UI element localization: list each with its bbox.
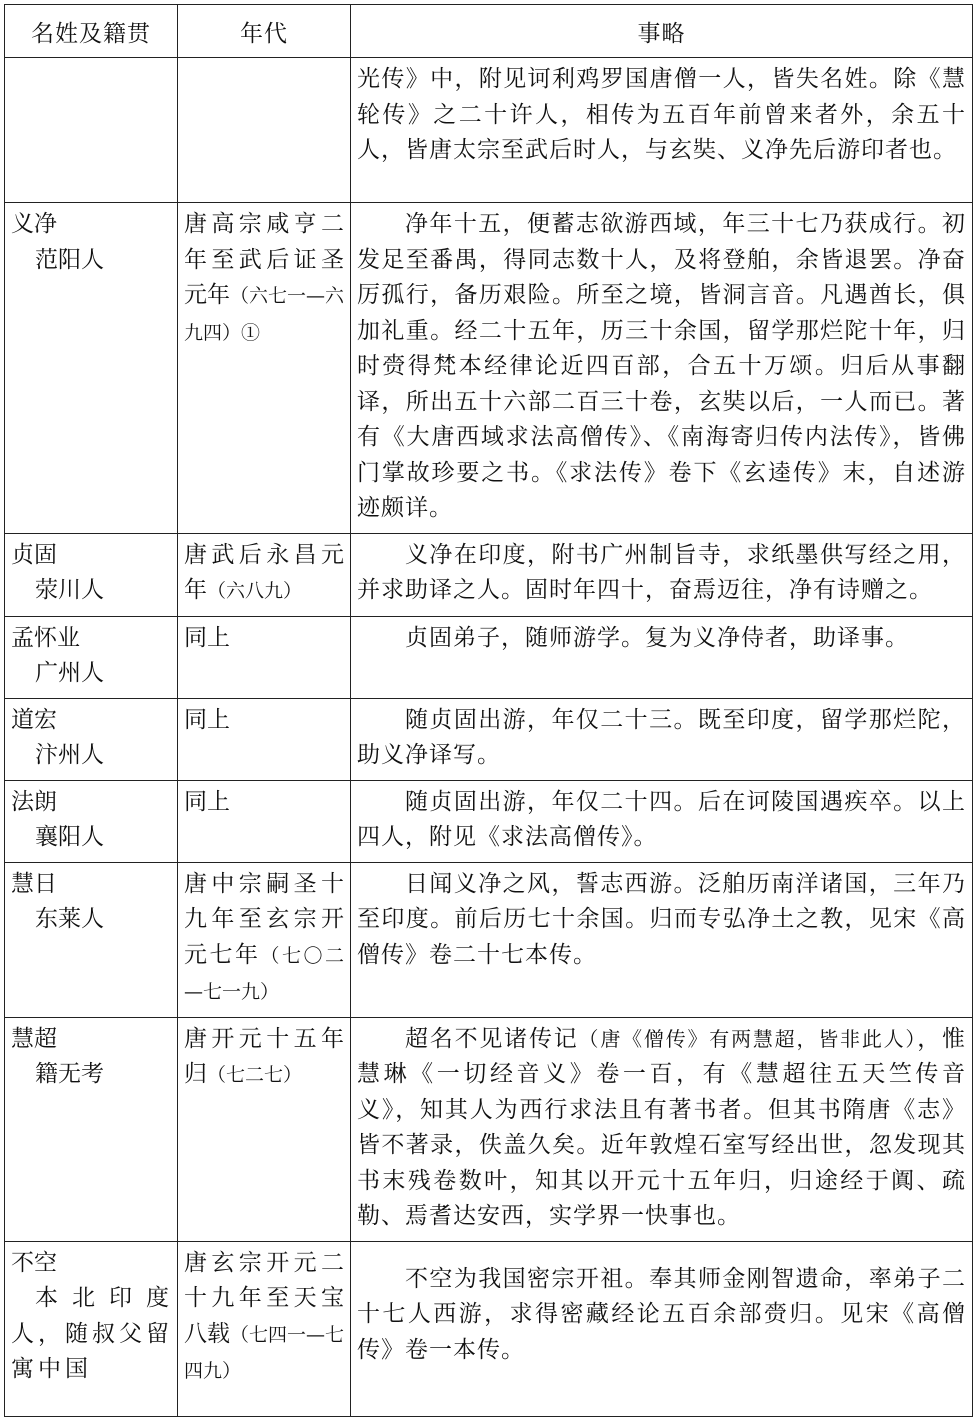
description-cell xyxy=(351,58,973,203)
era-cell xyxy=(178,203,351,534)
monk-name: 不空 xyxy=(11,1249,57,1276)
name-cell xyxy=(5,1017,178,1241)
era-text: 唐高宗咸亨二年至武后证圣元年 xyxy=(184,211,344,308)
table-row xyxy=(5,1017,973,1241)
era-text: 同上 xyxy=(184,624,230,651)
name-cell xyxy=(5,58,178,203)
monk-origin: 东莱人 xyxy=(35,906,104,932)
monk-origin: 籍无考 xyxy=(35,1061,104,1087)
table-row xyxy=(5,1241,973,1416)
era-cell xyxy=(178,1241,351,1416)
description-cell xyxy=(351,698,973,780)
page xyxy=(4,4,972,1417)
description-cell xyxy=(351,533,973,616)
era-years: （七四一—七四九） xyxy=(184,1323,345,1382)
table-row xyxy=(5,533,973,616)
monks-table xyxy=(4,4,973,1417)
name-cell xyxy=(5,698,178,780)
description-lead: 超名不见诸传记 xyxy=(405,1025,579,1052)
era-cell xyxy=(178,1017,351,1241)
era-cell xyxy=(178,862,351,1017)
name-cell xyxy=(5,533,178,616)
description-text: 不空为我国密宗开祖。奉其师金刚智遗命，率弟子二十七人西游，求得密藏经论五百余部赍归。见宋《高僧传》卷一本传。 xyxy=(357,1265,966,1363)
description-text: 随贞固出游，年仅二十四。后在诃陵国遇疾卒。以上四人，附见《求法高僧传》。 xyxy=(357,788,966,850)
monk-name: 义净 xyxy=(11,211,57,237)
description-cell xyxy=(351,1241,973,1416)
name-cell xyxy=(5,780,178,862)
table-row xyxy=(5,780,973,862)
monk-origin: 襄阳人 xyxy=(35,824,104,850)
name-cell xyxy=(5,862,178,1017)
header-era: 年代 xyxy=(178,5,351,58)
monk-origin: 本北印度人，随叔父留寓中国 xyxy=(11,1285,173,1382)
description-text: 贞固弟子，随师游学。复为义净侍者，助译事。 xyxy=(405,624,909,651)
era-text: 唐武后永昌元年 xyxy=(184,541,344,603)
era-text: 唐玄宗开元二十九年至天宝八载 xyxy=(184,1249,344,1347)
description-text: 日闻义净之风，誓志西游。泛舶历南洋诸国，三年乃至印度。前后历七十余国。归而专弘净土之教，见宋《高僧传》卷二十七本传。 xyxy=(357,870,966,968)
table-row xyxy=(5,698,973,780)
table-row xyxy=(5,862,973,1017)
era-cell xyxy=(178,533,351,616)
era-cell xyxy=(178,58,351,203)
header-name-origin: 名姓及籍贯 xyxy=(5,5,178,58)
description-text: 光传》中，附见诃利鸡罗国唐僧一人，皆失名姓。除《慧轮传》之二十许人，相传为五百年前曾来者外，余五十人，皆唐太宗至武后时人，与玄奘、义净先后游印者也。 xyxy=(357,66,966,163)
monk-name: 法朗 xyxy=(11,788,57,815)
era-years: （七二七） xyxy=(207,1064,303,1086)
description-cell xyxy=(351,780,973,862)
table-row xyxy=(5,203,973,534)
header-summary: 事略 xyxy=(351,5,973,58)
era-cell xyxy=(178,616,351,698)
era-years: （七〇二—七一九） xyxy=(184,944,344,1003)
era-years: （六八九） xyxy=(207,580,303,602)
era-years: （六七一—六九四）① xyxy=(184,285,345,344)
table-row xyxy=(5,616,973,698)
description-cell xyxy=(351,1017,973,1241)
monk-origin: 荥川人 xyxy=(35,577,104,603)
description-cell xyxy=(351,616,973,698)
name-cell xyxy=(5,616,178,698)
name-cell xyxy=(5,203,178,534)
description-text: 净年十五，便蓄志欲游西域，年三十七乃获成行。初发足至番禺，得同志数十人，及将登舶，余皆退罢。净奋厉孤行，备历艰险。所至之境，皆洞言音。凡遇酋长，俱加礼重。经二十五年，历三十余国，留学那烂陀十年，归时赍得梵本经律论近四百部，合五十万颂。归后从事翻译，所出五十六部二百三十卷，玄奘以后，一人而已。著有《大唐西域求法高僧传》、《南海寄归传内法传》，皆佛门掌故珍要之书。《求法传》卷下《玄逵传》末，自述游迹颇详。 xyxy=(357,211,966,521)
monk-origin: 广州人 xyxy=(35,660,104,686)
description-cell xyxy=(351,203,973,534)
name-cell xyxy=(5,1241,178,1416)
era-cell xyxy=(178,698,351,780)
era-text: 同上 xyxy=(184,788,230,815)
era-text: 唐开元十五年归 xyxy=(184,1025,344,1087)
table-row xyxy=(5,58,973,203)
era-text: 同上 xyxy=(184,706,230,733)
monk-name: 贞固 xyxy=(11,541,57,568)
description-cell xyxy=(351,862,973,1017)
monk-name: 孟怀业 xyxy=(11,624,80,651)
description-text: 随贞固出游，年仅二十三。既至印度，留学那烂陀，助义净译写。 xyxy=(357,706,966,768)
monk-origin: 范阳人 xyxy=(35,246,104,273)
era-cell xyxy=(178,780,351,862)
monk-name: 道宏 xyxy=(11,706,57,733)
monk-name: 慧日 xyxy=(11,870,57,897)
monk-origin: 汴州人 xyxy=(35,742,104,768)
description-text: ，惟慧琳《一切经音义》卷一百，有《慧超往五天竺传音义》，知其人为西行求法且有著书者。但其书隋唐《志》皆不著录，佚盖久矣。近年敦煌石室写经出世，忽发现其书末残卷数叶，知其以开元十五年归，归途经于阗、疏勒、焉耆达安西，实学界一快事也。 xyxy=(357,1025,967,1229)
description-text: 义净在印度，附书广州制旨寺，求纸墨供写经之用，并求助译之人。固时年四十，奋焉迈往，净有诗赠之。 xyxy=(357,541,966,603)
header-row xyxy=(5,5,973,58)
description-note: （唐《僧传》有两慧超，皆非此人） xyxy=(578,1026,918,1051)
monk-name: 慧超 xyxy=(11,1025,57,1052)
era-text: 唐中宗嗣圣十九年至玄宗开元七年 xyxy=(184,870,344,968)
